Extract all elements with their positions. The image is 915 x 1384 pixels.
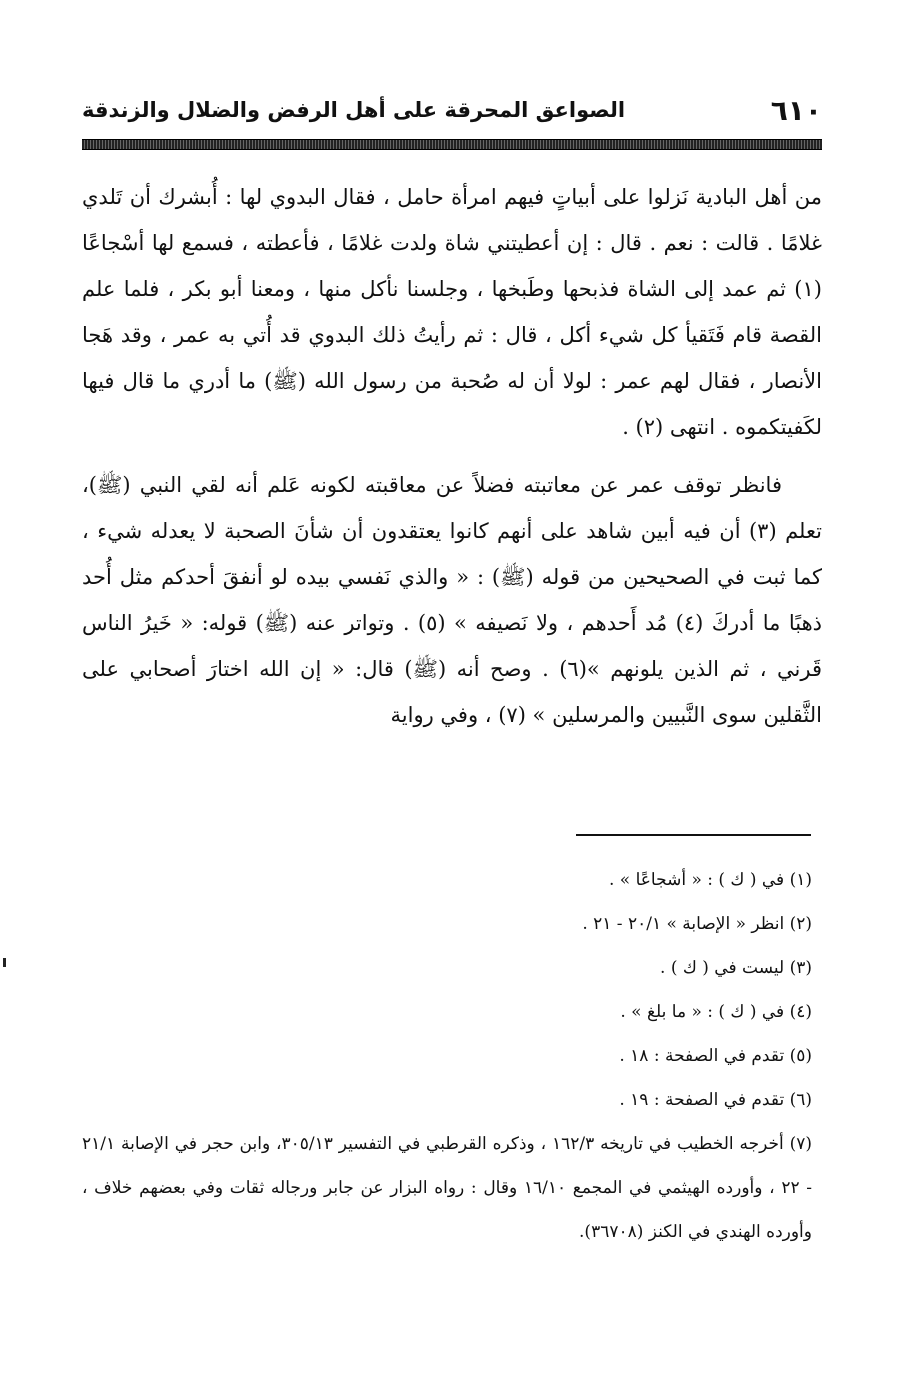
- footnote-5: (٥) تقدم في الصفحة : ١٨ .: [619, 1046, 812, 1066]
- footnote-1: (١) في ( ك ) : « أشجاعًا » .: [609, 870, 812, 890]
- footnote-separator: [576, 834, 811, 836]
- footnote-7: (٧) أخرجه الخطيب في تاريخه ١٦٢/٣ ، وذكره القرطبي في التفسير ٣٠٥/١٣، وابن حجر في الإصابة ٢١/١ - ٢٢ ، وأورده الهيثمي في المجمع ١٦/١٠ وقال : رواه البزار عن جابر ورجاله ثقات وفي بعضهم خلاف ، وأورده الهندي في الكنز (٣٦٧٠٨).: [82, 1134, 812, 1242]
- running-title: الصواعق المحرقة على أهل الرفض والضلال والزندقة: [82, 98, 626, 122]
- footnotes: [82, 858, 822, 1254]
- footnote-2: (٢) انظر « الإصابة » ٢٠/١ - ٢١ .: [582, 914, 812, 934]
- margin-mark: [3, 958, 6, 967]
- footnote-6: (٦) تقدم في الصفحة : ١٩ .: [619, 1090, 812, 1110]
- paragraph-1: من أهل البادية نَزلوا على أبياتٍ فيهم امرأة حامل ، فقال البدوي لها : أُبشرك أن تَلدي غلامًا . قالت : نعم . قال : إن أعطيتني شاة ولدت غلامًا ، فأعطته ، فسمع لها أسْجاعًا (١) ثم عمد إلى الشاة فذبحها وطَبخها ، وجلسنا نأكل منها ، ومعنا أبو بكر ، فلما علم القصة قام فَتَقيأ كل شيء أكل ، قال : ثم رأيتُ ذلك البدوي قد أُتي به عمر ، وقد هَجا الأنصار ، فقال لهم عمر : لولا أن له صُحبة من رسول الله (ﷺ) ما أدري ما قال فيها لكَفيتكموه . انتهى (٢) .: [82, 185, 822, 439]
- footnote-3: (٣) ليست في ( ك ) .: [660, 958, 812, 978]
- header-rule: [82, 139, 822, 150]
- footnote-4: (٤) في ( ك ) : « ما بلغ » .: [620, 1002, 812, 1022]
- main-text: [82, 174, 822, 738]
- page-number: ٦١٠: [770, 94, 822, 127]
- page-header: [82, 92, 822, 132]
- paragraph-2: فانظر توقف عمر عن معاتبته فضلاً عن معاقبته لكونه عَلم أنه لقي النبي (ﷺ)، تعلم (٣) أن فيه أبين شاهد على أنهم كانوا يعتقدون أن شأنَ الصحبة لا يعدله شيء ، كما ثبت في الصحيحين من قوله (ﷺ) : « والذي نَفسي بيده لو أنفقَ أحدكم مثل أُحد ذهبًا ما أدركَ (٤) مُد أَحدهم ، ولا نَصيفه » (٥) . وتواتر عنه (ﷺ) قوله: « خَيرُ الناس قَرني ، ثم الذين يلونهم »(٦) . وصح أنه (ﷺ) قال: « إن الله اختارَ أصحابي على الثَّقلين سوى النَّبيين والمرسلين » (٧) ، وفي رواية: [82, 473, 822, 727]
